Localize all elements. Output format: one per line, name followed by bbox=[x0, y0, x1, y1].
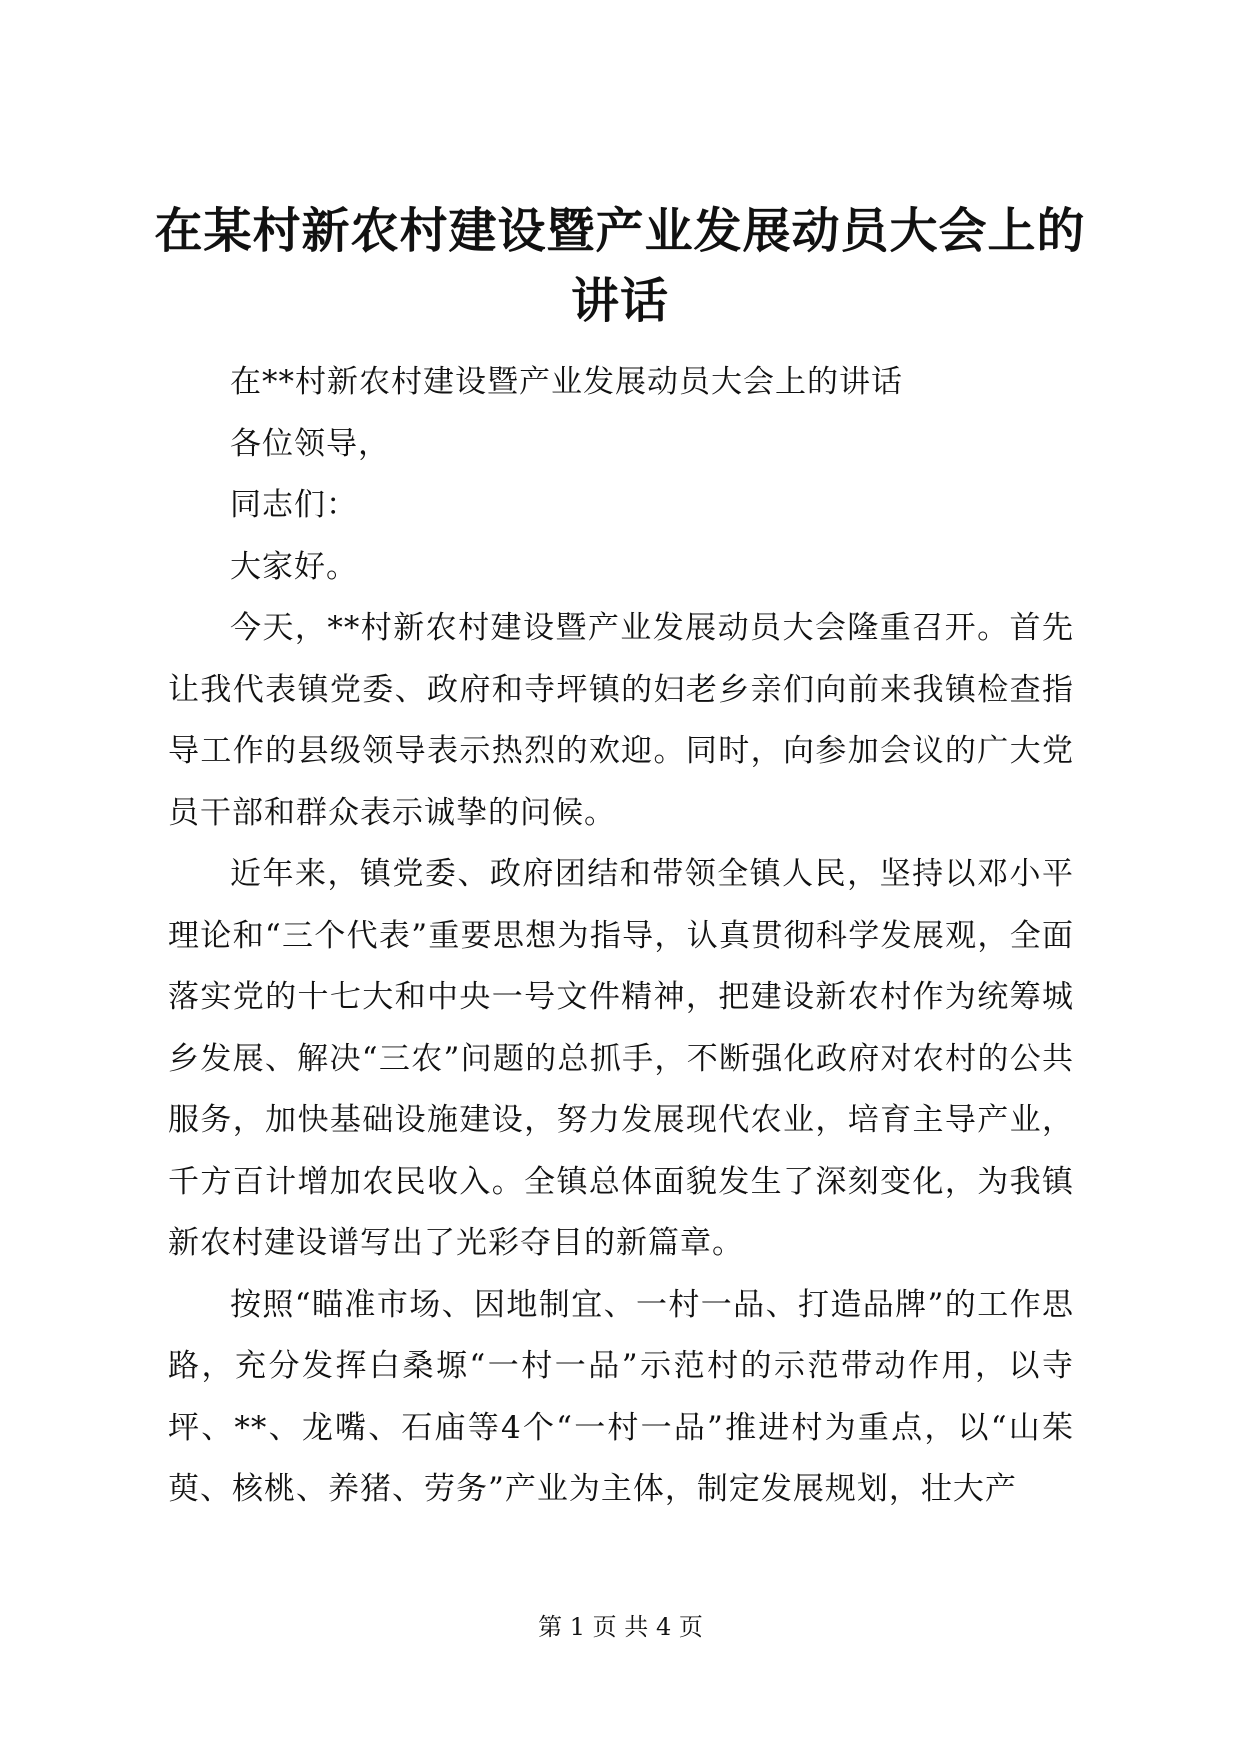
document-title: 在某村新农村建设暨产业发展动员大会上的讲话 bbox=[154, 203, 1086, 329]
paragraph-greeting: 大家好。 bbox=[230, 548, 358, 585]
page-number-footer: 第 1 页 共 4 页 bbox=[538, 1613, 703, 1641]
document-body bbox=[168, 352, 1074, 1521]
paragraph-opening: 今天，**村新农村建设暨产业发展动员大会隆重召开。首先让我代表镇党委、政府和寺坪镇的妇老乡亲们向前来我镇检查指导工作的县级领导表示热烈的欢迎。同时，向参加会议的广大党员干部和群众表示诚挚的问候。 bbox=[168, 610, 1074, 831]
paragraph-salutation-leaders: 各位领导， bbox=[230, 425, 390, 462]
paragraph-work-plan: 按照“瞄准市场、因地制宜、一村一品、打造品牌”的工作思路，充分发挥白桑塬“一村一品”示范村的示范带动作用，以寺坪、**、龙嘴、石庙等4个“一村一品”推进村为重点，以“山茱萸、核桃、养猪、劳务”产业为主体，制定发展规划，壮大产 bbox=[168, 1286, 1074, 1507]
paragraph-subtitle: 在**村新农村建设暨产业发展动员大会上的讲话 bbox=[230, 364, 903, 400]
paragraph-salutation-comrades: 同志们： bbox=[230, 487, 358, 523]
paragraph-recent-years: 近年来，镇党委、政府团结和带领全镇人民，坚持以邓小平理论和“三个代表”重要思想为指导，认真贯彻科学发展观，全面落实党的十七大和中央一号文件精神，把建设新农村作为统筹城乡发展、解决“三农”问题的总抓手，不断强化政府对农村的公共服务，加快基础设施建设，努力发展现代农业，培育主导产业，千方百计增加农民收入。全镇总体面貌发生了深刻变化，为我镇新农村建设谱写出了光彩夺目的新篇章。 bbox=[168, 856, 1074, 1261]
